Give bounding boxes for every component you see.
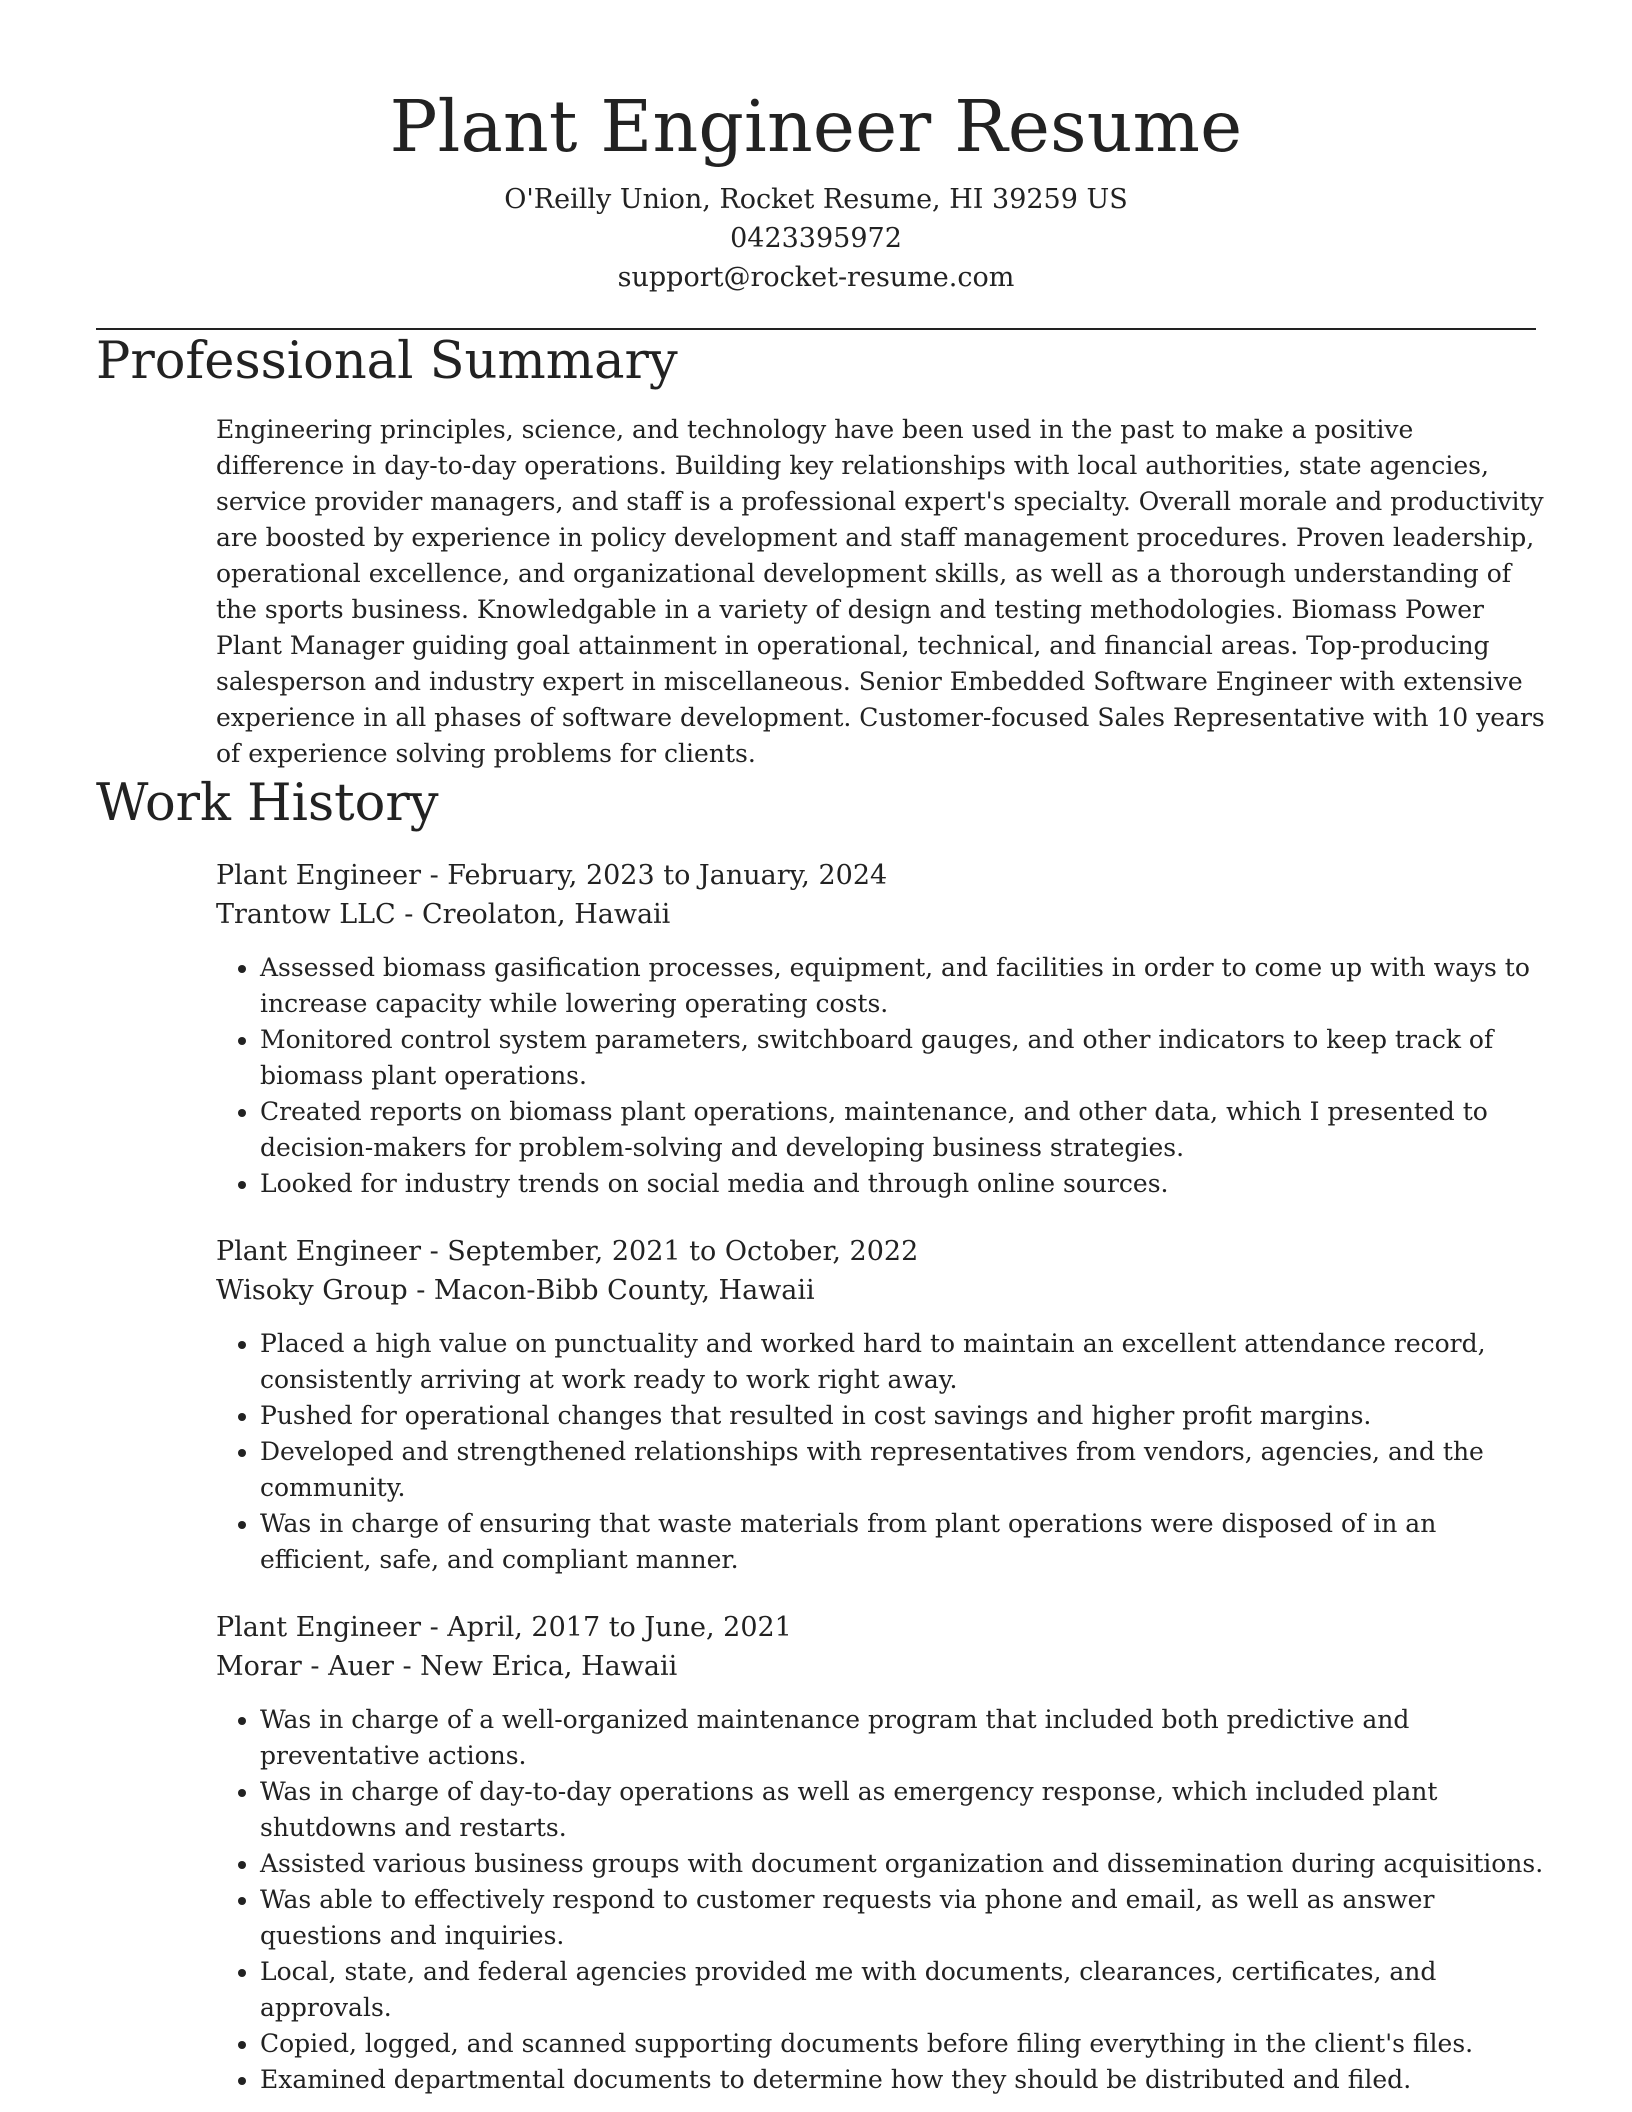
job-title: Plant Engineer — [216, 1236, 421, 1267]
job-company-line — [216, 1647, 1546, 1686]
job-location: - Macon-Bibb County, Hawaii — [407, 1275, 815, 1306]
contact-email: support@rocket-resume.com — [617, 262, 1015, 293]
job-bullet: • Was in charge of ensuring that waste materials from plant operations were disposed of in an efficient, safe, and compliant manner. — [260, 1506, 1546, 1578]
job-bullet: • Monitored control system parameters, switchboard gauges, and other indicators to keep track of biomass plant operations. — [260, 1022, 1546, 1094]
job-entry — [216, 856, 1546, 1202]
work-history-heading: Work History — [96, 774, 439, 833]
contact-phone: 0423395972 — [730, 223, 902, 254]
job-bullet: • Assessed biomass gasification processes, equipment, and facilities in order to come up with ways to increase capacity while lowering operating costs. — [260, 950, 1546, 1022]
job-bullet: • Looked for industry trends on social media and through online sources. — [260, 1166, 1546, 1202]
resume-page — [96, 0, 1545, 2098]
job-bullet: • Created reports on biomass plant operations, maintenance, and other data, which I presented to decision-makers for problem-solving and developing business strategies. — [260, 1094, 1546, 1166]
job-title: Plant Engineer — [216, 860, 421, 891]
job-bullet: • Was able to effectively respond to customer requests via phone and email, as well as answer questions and inquiries. — [260, 1882, 1546, 1954]
contact-address: O'Reilly Union, Rocket Resume, HI 39259 US — [504, 184, 1128, 215]
summary-heading: Professional Summary — [96, 332, 678, 391]
job-title-line — [216, 1232, 1546, 1271]
job-location: - New Erica, Hawaii — [393, 1651, 678, 1682]
job-bullet: • Examined departmental documents to determine how they should be distributed and filed. — [260, 2062, 1546, 2098]
job-bullet: • Placed a high value on punctuality and worked hard to maintain an excellent attendance record, consistently arriving at work ready to work right away. — [260, 1326, 1546, 1398]
job-company-line — [216, 1271, 1546, 1310]
job-bullet: • Copied, logged, and scanned supporting documents before filing everything in the client's files. — [260, 2026, 1546, 2062]
job-entry — [216, 1608, 1546, 2098]
job-company: Trantow LLC — [216, 899, 396, 930]
job-bullet: • Local, state, and federal agencies provided me with documents, clearances, certificates, and approvals. — [260, 1954, 1546, 2026]
summary-text: Engineering principles, science, and technology have been used in the past to make a positive difference in day-to-day operations. Building key relationships with local authorities, state agencies, service provider managers, and staff is a professional expert's specialty. Overall morale and productivity are boosted by experience in policy development and staff management procedures. Proven leadership, operational excellence, and organizational development skills, as well as a thorough understanding of the sports business. Knowledgable in a variety of design and testing methodologies. Biomass Power Plant Manager guiding goal attainment in operational, technical, and financial areas. Top-producing salesperson and industry expert in miscellaneous. Senior Embedded Software Engineer with extensive experience in all phases of software development. Customer-focused Sales Representative with 10 years of experience solving problems for clients. — [216, 415, 1545, 768]
job-dates: - February, 2023 to January, 2024 — [421, 860, 888, 891]
job-company: Wisoky Group — [216, 1275, 408, 1306]
job-company-line — [216, 895, 1546, 934]
job-bullet: • Pushed for operational changes that resulted in cost savings and higher profit margins. — [260, 1398, 1546, 1434]
job-dates: - September, 2021 to October, 2022 — [421, 1236, 919, 1267]
contact-block — [96, 180, 1536, 297]
job-bullet: • Was in charge of day-to-day operations as well as emergency response, which included plant shutdowns and restarts. — [260, 1774, 1546, 1846]
job-bullets — [216, 1702, 1546, 2098]
job-bullet: • Developed and strengthened relationships with representatives from vendors, agencies, and the community. — [260, 1434, 1546, 1506]
job-company: Morar - Auer — [216, 1651, 394, 1682]
job-bullets — [216, 1326, 1546, 1578]
job-entry — [216, 1232, 1546, 1578]
job-bullets — [216, 950, 1546, 1202]
job-location: - Creolaton, Hawaii — [395, 899, 671, 930]
job-bullet: • Assisted various business groups with document organization and dissemination during acquisitions. — [260, 1846, 1546, 1882]
job-dates: - April, 2017 to June, 2021 — [421, 1612, 792, 1643]
page-title: Plant Engineer Resume — [389, 85, 1243, 168]
job-title-line — [216, 1608, 1546, 1647]
job-title: Plant Engineer — [216, 1612, 421, 1643]
job-title-line — [216, 856, 1546, 895]
job-bullet: • Was in charge of a well-organized maintenance program that included both predictive and preventative actions. — [260, 1702, 1546, 1774]
